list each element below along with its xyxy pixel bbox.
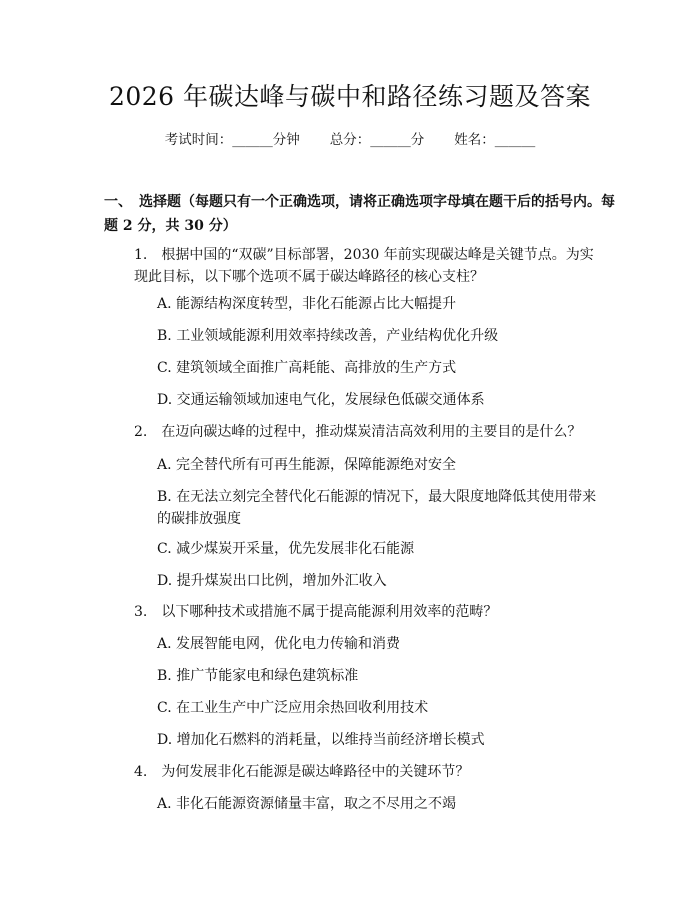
section-heading: 一、 选择题（每题只有一个正确选项，请将正确选项字母填在题干后的括号内。每题 2 分，共 30 分） (104, 194, 615, 234)
question-1-option-d: D. 交通运输领域加速电气化，发展绿色低碳交通体系 (157, 392, 485, 408)
question-3-option-b: B. 推广节能家电和绿色建筑标准 (157, 668, 359, 684)
question-3-option-d: D. 增加化石燃料的消耗量，以维持当前经济增长模式 (157, 732, 485, 748)
question-2-option-a: A. 完全替代所有可再生能源，保障能源绝对安全 (157, 457, 457, 473)
exam-time-field: 考试时间：______分钟 (164, 132, 300, 148)
question-2-option-b: B. 在无法立刻完全替代化石能源的情况下，最大限度地降低其使用带来的碳排放强度 (157, 489, 597, 527)
page-title: 2026 年碳达峰与碳中和路径练习题及答案 (108, 82, 592, 111)
question-1-option-c: C. 建筑领域全面推广高耗能、高排放的生产方式 (157, 360, 457, 376)
question-2-option-c: C. 减少煤炭开采量，优先发展非化石能源 (157, 541, 415, 557)
exam-meta (0, 130, 700, 150)
question-1-stem: 1. 根据中国的“双碳”目标部署，2030 年前实现碳达峰是关键节点。为实现此目标，以下哪个选项不属于碳达峰路径的核心支柱？ (134, 247, 594, 285)
question-4-stem: 4. 为何发展非化石能源是碳达峰路径中的关键环节？ (134, 764, 470, 780)
question-3-option-a: A. 发展智能电网，优化电力传输和消费 (157, 636, 401, 652)
total-score-field: 总分：______分 (329, 132, 425, 148)
question-3-option-c: C. 在工业生产中广泛应用余热回收利用技术 (157, 700, 429, 716)
question-2-stem: 2. 在迈向碳达峰的过程中，推动煤炭清洁高效利用的主要目的是什么？ (134, 424, 582, 440)
question-2-option-d: D. 提升煤炭出口比例，增加外汇收入 (157, 573, 387, 589)
question-4-option-a: A. 非化石能源资源储量丰富，取之不尽用之不竭 (157, 796, 457, 812)
student-name-field: 姓名：______ (454, 132, 536, 148)
question-3-stem: 3. 以下哪种技术或措施不属于提高能源利用效率的范畴？ (134, 604, 498, 620)
question-1-option-b: B. 工业领域能源利用效率持续改善，产业结构优化升级 (157, 328, 499, 344)
question-1-option-a: A. 能源结构深度转型，非化石能源占比大幅提升 (157, 296, 457, 312)
